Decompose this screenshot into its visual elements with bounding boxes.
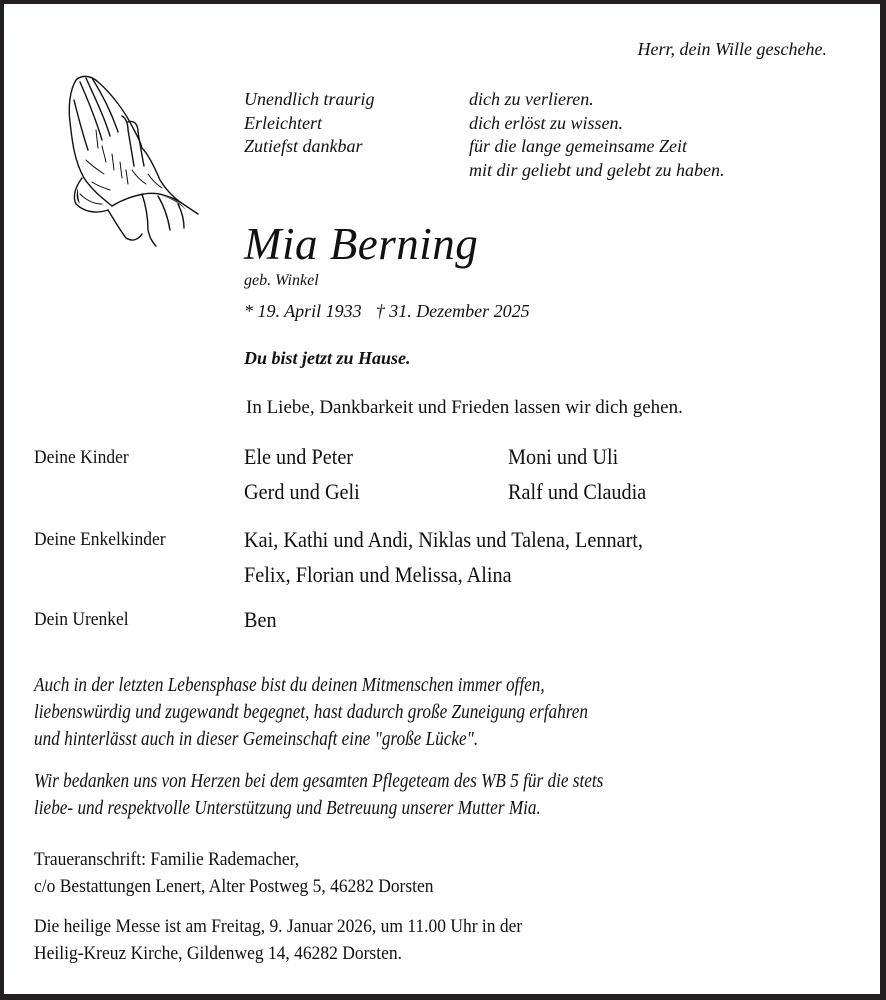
great-grandchild-name: Ben: [244, 607, 277, 632]
poem-line: Unendlich traurig: [244, 89, 375, 109]
address-line: c/o Bestattungen Lenert, Alter Postweg 5, 46282 Dorsten: [34, 876, 434, 897]
tribute-paragraph: [34, 672, 588, 753]
death-date: † 31. Dezember 2025: [375, 301, 530, 321]
great-grandchild-label: Dein Urenkel: [34, 609, 129, 630]
tribute-line: Auch in der letzten Lebensphase bist du deinen Mitmenschen immer offen,: [34, 674, 545, 696]
obituary-notice: [4, 4, 880, 994]
poem-line: mit dir geliebt und gelebt zu haben.: [469, 159, 725, 180]
closing-motto: Du bist jetzt zu Hause.: [244, 348, 411, 368]
thanks-line: liebe- und respektvolle Unterstützung und Betreuung unserer Mutter Mia.: [34, 797, 541, 819]
motto-quote: Herr, dein Wille geschehe.: [637, 39, 827, 59]
tribute-line: liebenswürdig und zugewandt begegnet, hast dadurch große Zuneigung erfahren: [34, 701, 589, 723]
address-line: Traueranschrift: Familie Rademacher,: [34, 849, 300, 870]
poem-line: dich zu verlieren.: [469, 89, 594, 109]
life-dates: [244, 302, 544, 320]
tribute-line: und hinterlässt auch in dieser Gemeinschaft eine "große Lücke".: [34, 728, 479, 750]
children-entry: Ele und Peter: [244, 444, 354, 469]
children-label: Deine Kinder: [34, 447, 129, 468]
grandchildren-label: Deine Enkelkinder: [34, 529, 166, 550]
poem-line: Erleichtert: [244, 112, 322, 133]
poem-left-column: [244, 88, 375, 159]
children-entry: Moni und Uli: [508, 444, 619, 469]
mass-line: Die heilige Messe ist am Freitag, 9. Januar 2026, um 11.00 Uhr in der: [34, 916, 523, 937]
poem-line: dich erlöst zu wissen.: [469, 112, 624, 133]
birth-date: * 19. April 1933: [244, 301, 362, 321]
poem-line: für die lange gemeinsame Zeit: [469, 136, 687, 156]
grandchildren-line: Felix, Florian und Melissa, Alina: [244, 562, 512, 587]
deceased-name: Mia Berning: [244, 219, 479, 269]
mass-info: [34, 913, 522, 967]
poem-right-column: [469, 88, 724, 182]
thanks-line: Wir bedanken uns von Herzen bei dem gesamten Pflegeteam des WB 5 für die stets: [34, 770, 604, 792]
farewell-line: In Liebe, Dankbarkeit und Frieden lassen wir dich gehen.: [246, 397, 683, 418]
maiden-name: geb. Winkel: [244, 272, 319, 289]
poem-line: Zutiefst dankbar: [244, 136, 363, 156]
grandchildren-line: Kai, Kathi und Andi, Niklas und Talena, Lennart,: [244, 527, 643, 552]
thanks-paragraph: [34, 768, 603, 822]
children-entry: Gerd und Geli: [244, 479, 360, 504]
mourning-address: [34, 846, 434, 900]
mass-line: Heilig-Kreuz Kirche, Gildenweg 14, 46282 Dorsten.: [34, 943, 402, 964]
praying-hands-icon: [62, 70, 202, 248]
children-entry: Ralf und Claudia: [508, 479, 647, 504]
